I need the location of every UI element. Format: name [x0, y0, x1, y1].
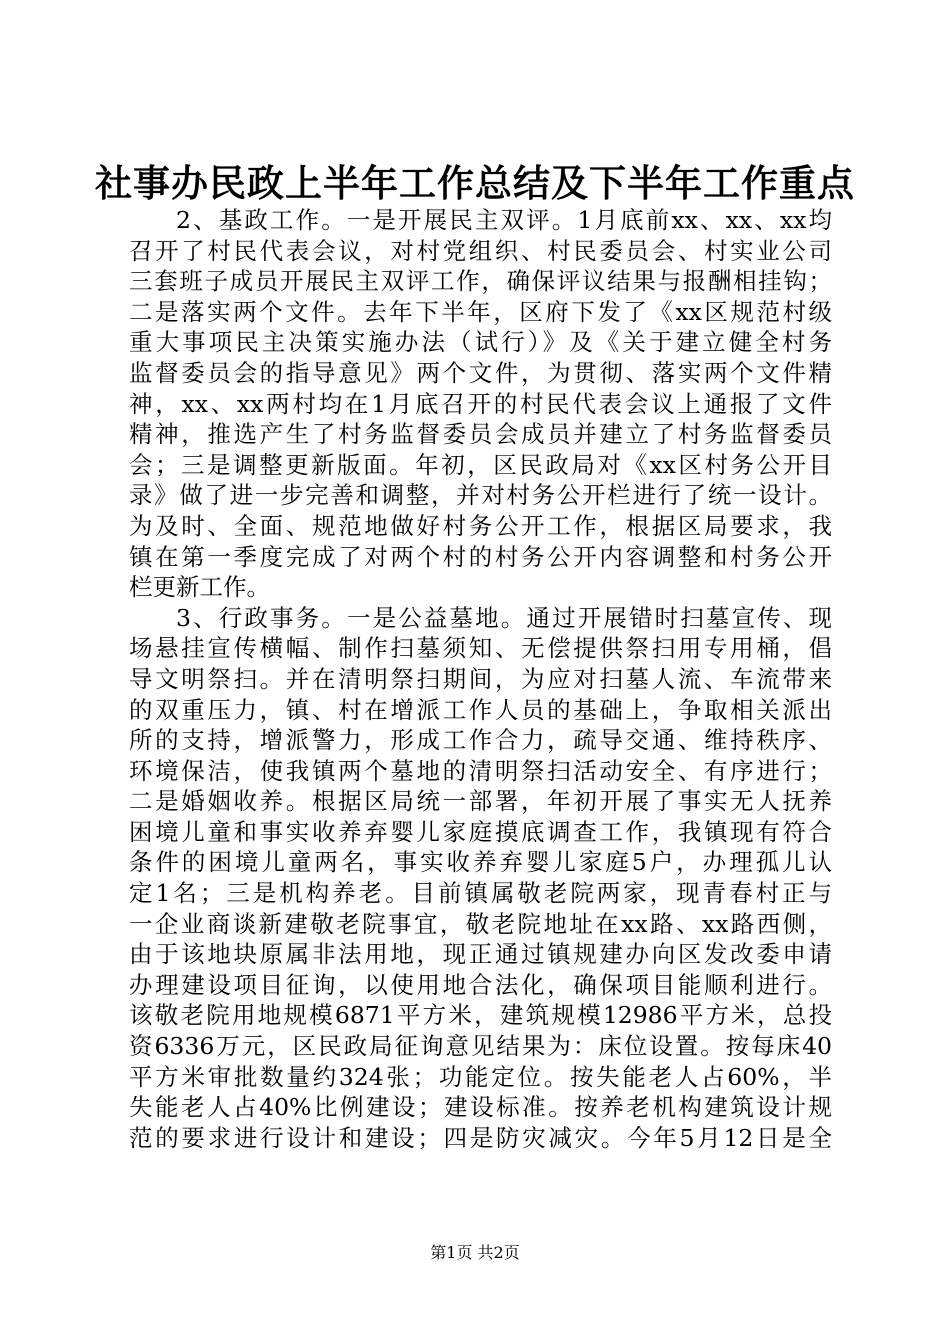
body-text-line: 场悬挂宣传横幅、制作扫墓须知、无偿提供祭扫用专用桶，倡	[129, 634, 832, 663]
body-text-line: 失能老人占40%比例建设；建设标准。按养老机构建筑设计规	[129, 1093, 832, 1122]
body-text-line: 二是落实两个文件。去年下半年，区府下发了《xx区规范村级	[129, 297, 832, 326]
body-text-line: 录》做了进一步完善和调整，并对村务公开栏进行了统一设计。	[129, 481, 832, 510]
body-text-line: 定1名；三是机构养老。目前镇属敬老院两家，现青春村正与	[129, 879, 832, 908]
body-text-line: 由于该地块原属非法用地，现正通过镇规建办向区发改委申请	[129, 940, 832, 969]
body-text-line: 条件的困境儿童两名，事实收养弃婴儿家庭5户，办理孤儿认	[129, 848, 832, 877]
body-text-line: 办理建设项目征询，以使用地合法化，确保项目能顺利进行。	[129, 970, 832, 999]
body-text-line: 一企业商谈新建敬老院事宜，敬老院地址在xx路、xx路西侧，	[129, 909, 832, 938]
body-text-line: 平方米审批数量约324张；功能定位。按失能老人占60%，半	[129, 1062, 832, 1091]
body-text-line: 召开了村民代表会议，对村党组织、村民委员会、村实业公司	[129, 236, 832, 265]
body-text-line: 所的支持，增派警力，形成工作合力，疏导交通、维持秩序、	[129, 726, 832, 755]
body-text-line: 环境保洁，使我镇两个墓地的清明祭扫活动安全、有序进行；	[129, 756, 832, 785]
document-title: 社事办民政上半年工作总结及下半年工作重点	[95, 162, 855, 205]
body-text-line: 监督委员会的指导意见》两个文件，为贯彻、落实两个文件精	[129, 358, 832, 387]
body-text-line: 栏更新工作。	[129, 573, 270, 602]
body-text-line: 神，xx、xx两村均在1月底召开的村民代表会议上通报了文件	[129, 389, 832, 418]
body-text-line: 镇在第一季度完成了对两个村的村务公开内容调整和村务公开	[129, 542, 832, 571]
body-text-line: 会；三是调整更新版面。年初，区民政局对《xx区村务公开目	[129, 450, 832, 479]
body-text-line: 三套班子成员开展民主双评工作，确保评议结果与报酬相挂钩；	[129, 267, 832, 296]
body-text-line: 资6336万元，区民政局征询意见结果为：床位设置。按每床40	[129, 1032, 832, 1061]
body-text-line: 二是婚姻收养。根据区局统一部署，年初开展了事实无人抚养	[129, 787, 832, 816]
body-text-line: 导文明祭扫。并在清明祭扫期间，为应对扫墓人流、车流带来	[129, 664, 832, 693]
body-text-line: 精神，推选产生了村务监督委员会成员并建立了村务监督委员	[129, 420, 832, 449]
body-text-line: 3、行政事务。一是公益墓地。通过开展错时扫墓宣传、现	[176, 603, 832, 632]
body-text-line: 为及时、全面、规范地做好村务公开工作，根据区局要求，我	[129, 511, 832, 540]
body-text-line: 2、基政工作。一是开展民主双评。1月底前xx、xx、xx均	[176, 206, 832, 234]
body-text-line: 重大事项民主决策实施办法（试行）》及《关于建立健全村务	[129, 328, 832, 357]
body-text-line: 范的要求进行设计和建设；四是防灾减灾。今年5月12日是全	[129, 1123, 832, 1152]
document-body	[129, 205, 832, 1153]
body-text-line: 该敬老院用地规模6871平方米，建筑规模12986平方米，总投	[129, 1001, 832, 1030]
body-text-line: 的双重压力，镇、村在增派工作人员的基础上，争取相关派出	[129, 695, 832, 724]
body-text-line: 困境儿童和事实收养弃婴儿家庭摸底调查工作，我镇现有符合	[129, 817, 832, 846]
page-footer: 第1页 共2页	[430, 1243, 520, 1262]
